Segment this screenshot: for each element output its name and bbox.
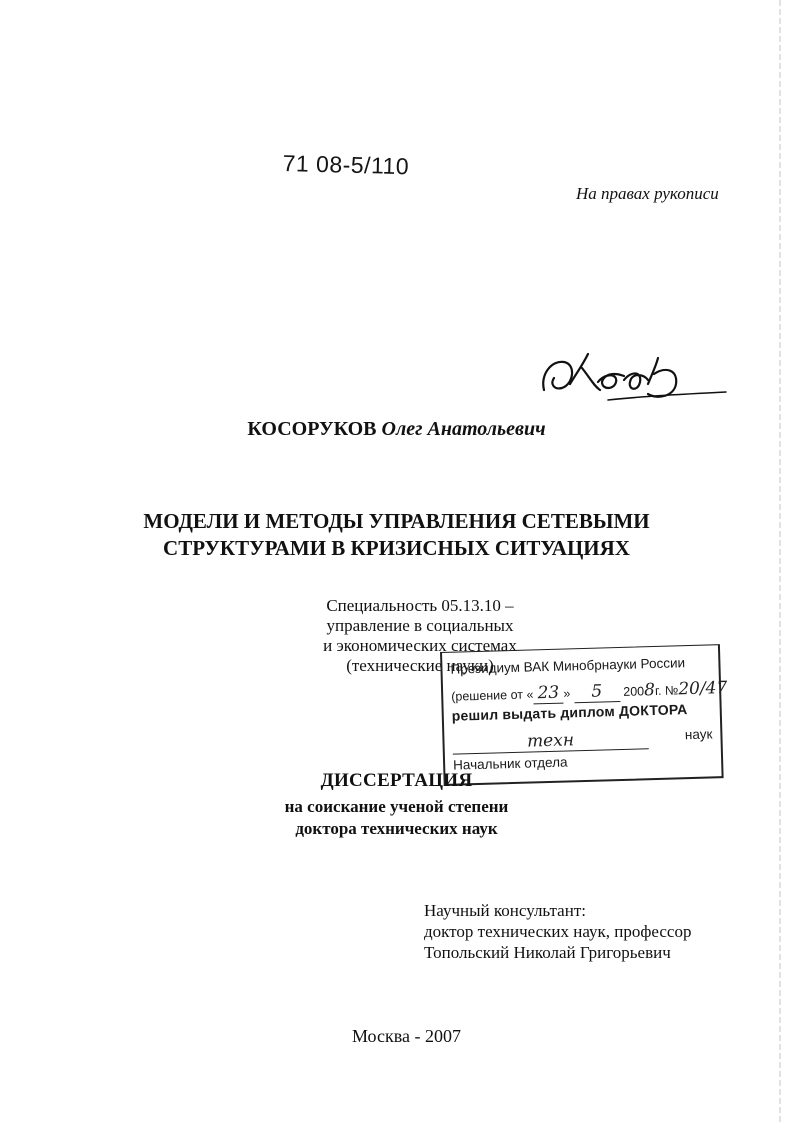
- stamp-number: 20/: [678, 678, 706, 700]
- title-line: МОДЕЛИ И МЕТОДЫ УПРАВЛЕНИЯ СЕТЕВЫМИ: [143, 509, 650, 533]
- advisor-line: Научный консультант:: [424, 901, 586, 920]
- stamp-science-field: техн: [452, 728, 649, 754]
- stamp-department-head: Начальник отдела: [452, 754, 568, 773]
- specialty-line: управление в социальных: [326, 616, 514, 635]
- author-name: Олег Анатольевич: [381, 418, 546, 440]
- specialty-line: и экономических системах: [323, 636, 517, 655]
- degree-line: на соискание ученой степени: [284, 797, 509, 816]
- degree-line: доктора технических наук: [295, 819, 498, 838]
- stamp-number-suffix: 47: [705, 677, 728, 699]
- stamp-decision-mid: »: [563, 686, 571, 701]
- stamp-year-suffix: г. №: [654, 683, 679, 699]
- vak-stamp: [440, 644, 728, 786]
- specialty-line: Специальность 05.13.10 –: [326, 596, 514, 615]
- advisor-line: доктор технических наук, профессор: [424, 922, 692, 941]
- dissertation-heading: ДИССЕРТАЦИЯ: [320, 770, 473, 791]
- author: [0, 418, 793, 441]
- degree: [0, 796, 793, 840]
- dissertation-title: [0, 508, 793, 562]
- stamp-month: 5: [574, 681, 621, 703]
- stamp-day: 23: [533, 683, 564, 705]
- scan-edge-line: [779, 0, 781, 1122]
- stamp-decision-text: решил выдать диплом ДОКТОРА: [451, 701, 688, 724]
- stamp-year-prefix: 200: [623, 684, 645, 699]
- stamp-authority: Президиум ВАК Минобрнауки России: [450, 655, 686, 677]
- author-signature: [536, 344, 736, 414]
- stamp-decision-prefix: (решение от «: [451, 687, 534, 704]
- manuscript-note: На правах рукописи: [576, 184, 719, 203]
- author-surname: КОСОРУКОВ: [247, 418, 377, 440]
- city-year: Москва - 2007: [352, 1026, 461, 1046]
- catalog-number: 71 08-5/110: [282, 150, 410, 180]
- advisor-line: Топольский Николай Григорьевич: [424, 943, 671, 962]
- title-line: СТРУКТУРАМИ В КРИЗИСНЫХ СИТУАЦИЯХ: [163, 536, 630, 560]
- stamp-science-suffix: наук: [684, 726, 713, 743]
- scientific-advisor: [424, 900, 691, 963]
- stamp-year-digit: 8: [643, 680, 656, 701]
- specialty-line: (технические науки): [346, 656, 494, 675]
